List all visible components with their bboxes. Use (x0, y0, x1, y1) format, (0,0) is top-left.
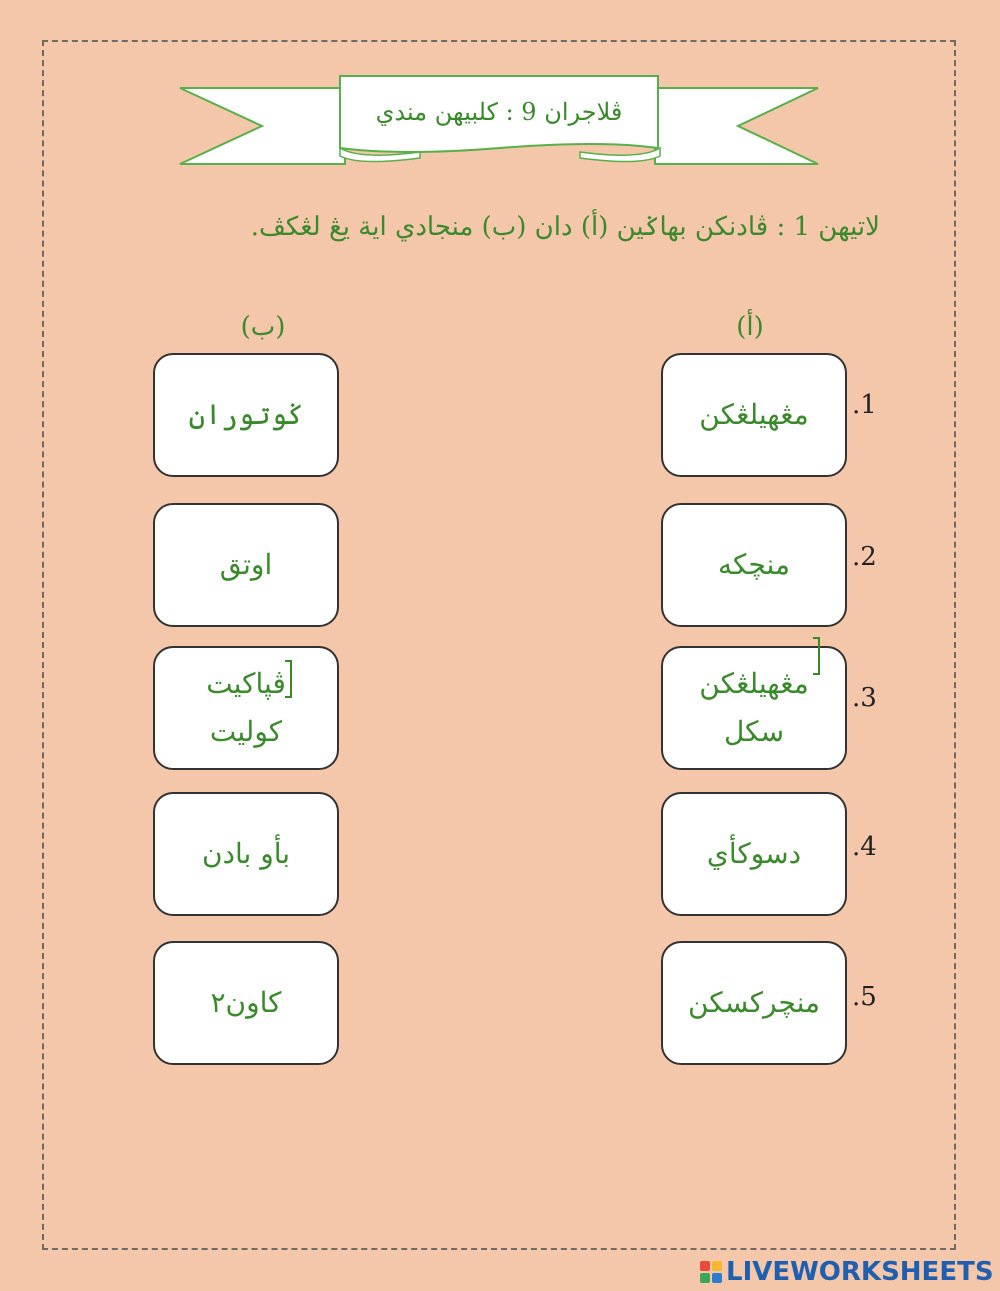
column-b-label: (ب) (240, 312, 286, 342)
column-a-item-text: مڠهيلڠكن (699, 667, 809, 701)
column-b-item[interactable] (153, 792, 339, 916)
column-a-item-text: منچركسكن (687, 986, 821, 1020)
item-number: .2 (852, 542, 877, 572)
column-b-item-text: كوليت (209, 715, 283, 748)
logo-block (712, 1273, 722, 1283)
item-number: .1 (852, 390, 877, 420)
column-a-item-text: دسوكأي (706, 837, 802, 871)
logo-block (700, 1261, 710, 1271)
bracket-mark (813, 637, 820, 675)
item-number: .3 (852, 683, 877, 713)
column-b-item-text: اوتق (219, 548, 273, 582)
column-a-item-text: منچکه (718, 548, 790, 582)
liveworksheets-logo (700, 1256, 994, 1288)
exercise-instruction: لاتيهن 1 : ڤادنكن بهاݢين (أ) دان (ب) منجادي اية يڠ لڠكڤ. (250, 212, 880, 242)
logo-blocks-icon (700, 1261, 722, 1283)
logo-block (712, 1261, 722, 1271)
item-number: .4 (852, 832, 877, 862)
column-b-item[interactable] (153, 941, 339, 1065)
column-b-item-text: ڤپاكيت (206, 667, 286, 701)
column-b-item-text: بأو بادن (201, 837, 291, 871)
column-a-item[interactable] (661, 792, 847, 916)
column-a-item[interactable] (661, 941, 847, 1065)
column-a-item-text: مڠهيلڠكن (699, 398, 809, 432)
column-a-item[interactable] (661, 503, 847, 627)
bracket-mark (285, 660, 292, 698)
logo-block (700, 1273, 710, 1283)
column-b-item-text: ݢوتوران (188, 398, 304, 432)
logo-text: LIVEWORKSHEETS (726, 1257, 994, 1287)
column-a-item-text: سکل (723, 715, 785, 748)
column-b-item[interactable] (153, 353, 339, 477)
worksheet-title: ڤلاجران 9 : كلبيهن مندي (375, 98, 623, 126)
column-a-label: (أ) (736, 312, 764, 342)
column-a-item[interactable] (661, 353, 847, 477)
column-b-item-text: كاون٢ (210, 986, 282, 1020)
column-b-item[interactable] (153, 503, 339, 627)
column-b-item[interactable] (153, 646, 339, 770)
item-number: .5 (852, 982, 877, 1012)
